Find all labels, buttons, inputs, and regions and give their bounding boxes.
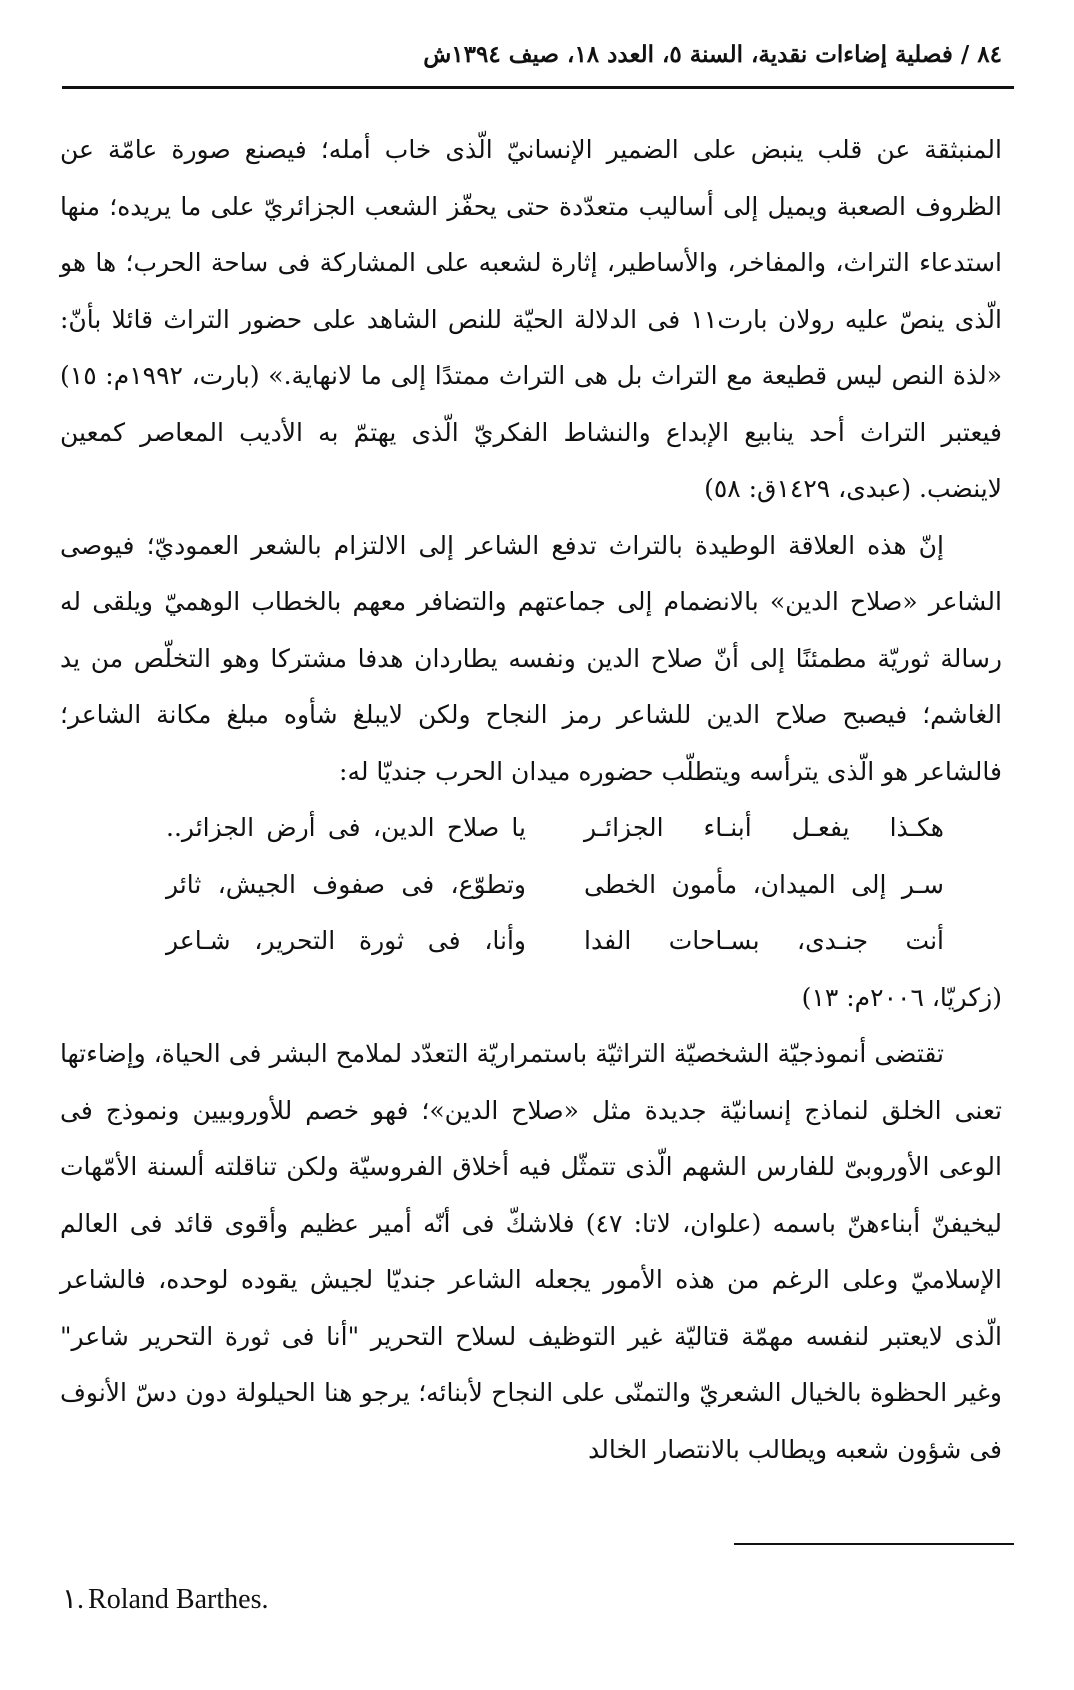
header-divider xyxy=(62,86,1014,89)
verse-first-hemistich: وأنا، فى ثورة التحرير، شـاعر xyxy=(166,926,526,955)
footnote-divider xyxy=(734,1543,1014,1545)
verse-line xyxy=(60,913,1002,970)
footnote-number: ١. xyxy=(62,1584,85,1615)
verse-line xyxy=(60,800,1002,857)
footnote-text: Roland Barthes. xyxy=(88,1584,269,1615)
paragraph-1: المنبثقة عن قلب ينبض على الضمير الإنسانيّ الّذى خاب أمله؛ فيصنع صورة عامّة عن الظروف الصعبة ويميل إلى أساليب متعدّدة حتى يحفّز الشعب الجزائريّ على ما يريده؛ منها استدعاء التراث، والمفاخر، والأساطير، إثارة لشعبه على المشاركة فى ساحة الحرب؛ ها هو الّذى ينصّ عليه رولان بارت١١ فى الدلالة الحيّة للنص الشاهد على حضور التراث قائلا بأنّ: «لذة النص ليس قطيعة مع التراث بل هى التراث ممتدًا إلى ما لانهاية.» (بارت، ١٩٩٢م: ١٥) فيعتبر التراث أحد ينابيع الإبداع والنشاط الفكريّ الّذى يهتمّ به الأديب المعاصر كمعين لاينضب. (عبدى، ١٤٢٩ق: ٥٨) xyxy=(60,135,1003,503)
footnote xyxy=(62,1582,268,1618)
verse-first-hemistich: وتطوّع، فى صفوف الجيش، ثائر xyxy=(166,869,526,899)
paragraph-3: تقتضى أنموذجيّة الشخصيّة التراثيّة باستمراريّة التعدّد لملامح البشر فى الحياة، وإضاءتها تعنى الخلق لنماذج إنسانيّة جديدة مثل «صلاح الدين»؛ فهو خصم للأوروبيين ونموذج فى الوعى الأوروبىّ للفارس الشهم الّذى تتمثّل فيه أخلاق الفروسيّة ولكن تناقلته ألسنة الأمّهات ليخيفنّ أبناءهنّ باسمه (علوان، لاتا: ٤٧) فلاشكّ فى أنّه أمير عظيم وأقوى قائد فى العالم الإسلاميّ وعلى الرغم من هذه الأمور يجعله الشاعر جنديّا لجيش يقوده لوحده، فالشاعر الّذى لايعتبر لنفسه مهمّة قتاليّة غير التوظيف لسلاح التحرير "أنا فى ثورة التحرير شاعر" وغير الحظوة بالخيال الشعريّ والتمنّى على النجاح لأبنائه؛ يرجو هنا الحيلولة دون دسّ الأنوف فى شؤون شعبه ويطالب بالانتصار الخالد xyxy=(60,1039,1002,1464)
body-text xyxy=(60,122,1002,1478)
verse-second-hemistich: أنت جنـدى، بسـاحات الفدا xyxy=(584,926,944,955)
verse-second-hemistich: سـر إلى الميدان، مأمون الخطى xyxy=(584,869,944,899)
poem-verses xyxy=(60,800,1002,970)
verse-line xyxy=(60,857,1002,914)
paragraph-2: إنّ هذه العلاقة الوطيدة بالتراث تدفع الشاعر إلى الالتزام بالشعر العموديّ؛ فيوصى الشاعر «صلاح الدين» بالانضمام إلى جماعتهم والتضافر معهم بالخطاب الوهميّ ويلقى له رسالة ثوريّة مطمئنًا إلى أنّ صلاح الدين ونفسه يطاردان هدفا مشتركا وهو التخلّص من يد الغاشم؛ فيصبح صلاح الدين للشاعر رمز النجاح ولكن لايبلغ شأوه مبلغ مكانة الشاعر؛ فالشاعر هو الّذى يترأسه ويتطلّب حضوره ميدان الحرب جنديّا له: xyxy=(60,530,1002,786)
running-header: ٨٤ / فصلية إضاءات نقدية، السنة ٥، العدد ١٨، صيف ١٣٩٤ش xyxy=(423,41,1002,68)
verse-first-hemistich: يا صلاح الدين، فى أرض الجزائر.. xyxy=(166,813,526,842)
verse-citation: (زكريّا، ٢٠٠٦م: ١٣) xyxy=(801,982,1002,1012)
verse-second-hemistich: هكـذا يفعـل أبنـاء الجزائـر xyxy=(584,813,944,842)
